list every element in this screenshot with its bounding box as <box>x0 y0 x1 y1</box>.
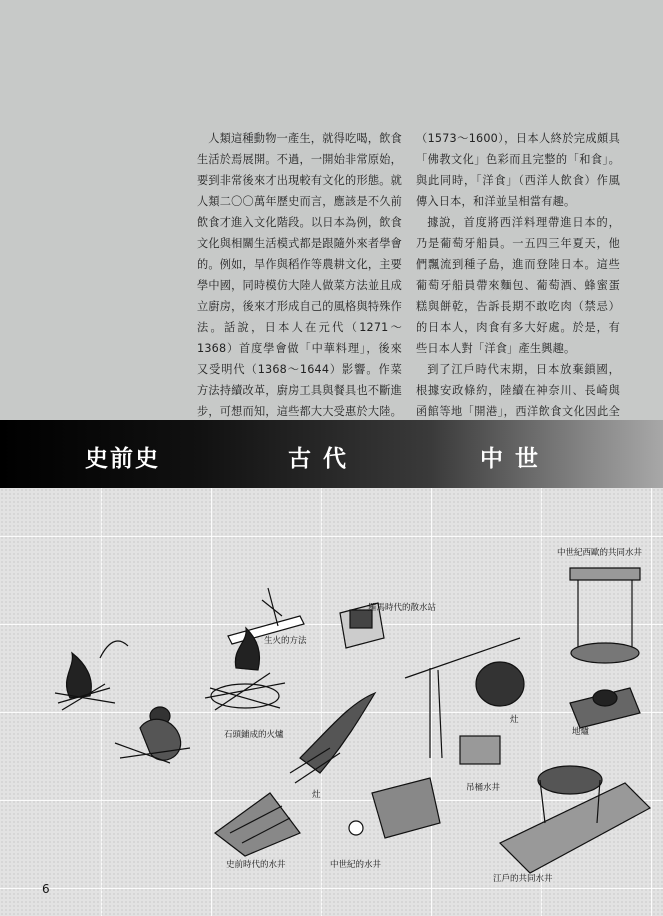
well-bucket-illustration <box>405 638 524 764</box>
page-number: 6 <box>42 882 50 896</box>
medieval-europe-well-illustration <box>570 568 640 663</box>
era-label-ancient: 古 代 <box>288 446 349 472</box>
body-text-right-column <box>416 128 620 443</box>
medieval-well-illustration <box>349 778 440 838</box>
era-label-medieval: 中 世 <box>480 446 541 472</box>
caption-medieval-europe-well: 中世紀西歐的共同水井 <box>557 548 643 558</box>
caption-stone-hearth: 石頭鋪成的火爐 <box>224 730 284 740</box>
caption-well-bucket: 吊桶水井 <box>466 783 501 793</box>
body-paragraph: 據說，首度將西洋料理帶進日本的，乃是葡萄牙船員。一五四三年夏天，他們飄流到種子島，進而登陸日本。這些葡萄牙船員帶來麵包、葡萄酒、蜂蜜蛋糕與餅乾，告訴長期不敢吃肉（禁忌）的日本人，肉食有多大好處。於是，有些日本人對「洋食」產生興趣。 <box>416 216 620 355</box>
prehistoric-well-illustration <box>215 793 300 856</box>
campfire-illustration <box>55 641 128 710</box>
edo-well-illustration <box>500 766 650 873</box>
prehistoric-person-illustration <box>115 707 190 763</box>
illustration-area <box>0 488 663 916</box>
caption-hearth: 地爐 <box>572 727 590 737</box>
hearth-illustration <box>570 688 640 728</box>
caption-roman-fountain: 羅馬時代的散水站 <box>368 603 437 613</box>
body-paragraph: 到了江戶時代末期，日本放棄鎖國，根據安政條約，陸續在神奈川、長崎與函館等地「開港」，西洋飲食文化因此全 <box>416 363 620 418</box>
caption-fire-making: 生火的方法 <box>264 636 307 646</box>
caption-prehistoric-well: 史前時代的水井 <box>226 860 286 870</box>
body-paragraph: （1573～1600），日本人終於完成頗具「佛教文化」色彩而且完整的「和食」。與此同時，「洋食」（西洋人飲食）作風傳入日本，和洋並呈相當有趣。 <box>416 132 620 208</box>
caption-stove-right: 灶 <box>510 715 519 725</box>
caption-edo-well: 江戶的共同水井 <box>493 874 553 884</box>
caption-medieval-well: 中世紀的水井 <box>330 860 382 870</box>
caption-stove-left: 灶 <box>312 790 321 800</box>
stove-left-illustration <box>290 693 375 783</box>
body-paragraph: 人類這種動物一產生，就得吃喝，飲食生活於焉展開。不過，一開始非常原始，要到非常後來才出現較有文化的形態。就人類二〇〇萬年歷史而言，應該是不久前飲食才進入文化階段。以日本為例，飲食文化與相關生活模式都是跟隨外來者學會的。例如，旱作與稻作等農耕文化，主要學中國，同時模仿大陸人做菜方法並且成立廚房，後來才形成自己的風格與特殊作法。話說，日本人在元代（1271～1368）首度學會做「中華料理」，後來又受明代（1368～1644）影響。作菜方法持續改革，廚房工具與餐具也不斷進步，可想而知，這些都大大受惠於大陸。 <box>197 132 402 418</box>
era-label-prehistory: 史前史 <box>85 446 160 472</box>
body-text-left-column <box>197 128 402 443</box>
